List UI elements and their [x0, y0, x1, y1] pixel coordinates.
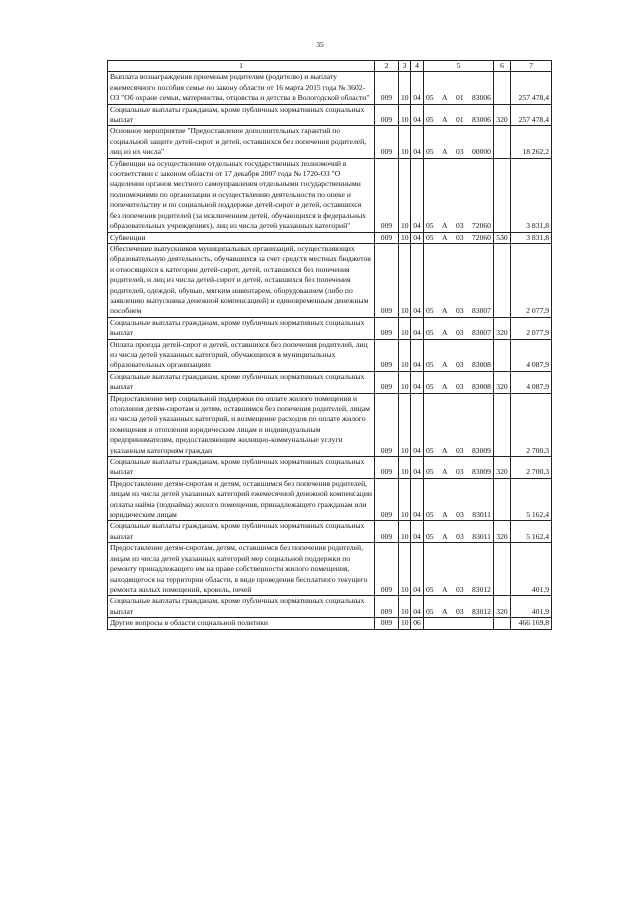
target-article-part: 05	[426, 584, 434, 594]
row-amount: 18 262,2	[511, 126, 552, 158]
target-article-part: 03	[455, 445, 464, 455]
target-article-part: 03	[456, 531, 464, 541]
target-article-part: 72060	[471, 221, 491, 231]
column-header: 3	[399, 61, 411, 72]
row-expense-type	[494, 158, 511, 232]
row-name: Социальные выплаты гражданам, кроме публичных нормативных социальных выплат	[108, 371, 375, 393]
row-name: Основное мероприятие "Предоставление дополнительных гарантий по социальной защите детей-сирот и детей, оставшихся без попечения родителей, лиц из их числа"	[108, 126, 375, 158]
row-target-article	[424, 126, 494, 158]
row-ministry-code: 009	[375, 243, 399, 317]
row-section-code: 10	[399, 126, 411, 158]
row-subsection-code: 04	[411, 457, 424, 479]
target-article-part: 05	[426, 221, 434, 231]
row-section-code: 10	[399, 72, 411, 104]
row-section-code: 10	[399, 521, 411, 543]
row-ministry-code: 009	[375, 543, 399, 596]
target-article-part: 05	[426, 93, 434, 103]
row-ministry-code: 009	[375, 371, 399, 393]
budget-table	[107, 60, 552, 630]
row-expense-type: 530	[494, 232, 511, 243]
row-amount: 5 162,4	[511, 521, 552, 543]
row-target-article	[424, 158, 494, 232]
row-amount: 2 700,3	[511, 457, 552, 479]
row-expense-type	[494, 126, 511, 158]
target-article-part: А	[442, 115, 448, 125]
row-expense-type: 320	[494, 457, 511, 479]
row-ministry-code: 009	[375, 393, 399, 456]
target-article-part: 03	[455, 467, 464, 477]
row-amount: 257 478,4	[511, 72, 552, 104]
row-target-article	[424, 104, 494, 126]
target-article-part: 03	[455, 232, 464, 242]
target-article-part: А	[442, 606, 448, 616]
row-expense-type: 320	[494, 596, 511, 618]
row-section-code: 10	[399, 618, 411, 629]
row-name: Обеспечение выпускников муниципальных организаций, осуществляющих образовательную деятельность, обучавшихся за счет средств местных бюджетов и относящихся к категории детей-сирот, детей, оставшихся без попечения родителей, и лиц из числа детей-сирот и детей, оставшихся без попечения родителей, одеждой, обувью, мягким инвентарем, оборудованием (либо по заявлению выпускника денежной компенсацией) и единовременным денежным пособием	[108, 243, 375, 317]
row-target-article	[424, 393, 494, 456]
row-target-article	[424, 543, 494, 596]
row-amount: 4 087,9	[511, 371, 552, 393]
row-name: Предоставление детям-сиротам, детям, оставшимся без попечения родителей, лицам из числа детей указанных категорий мер социальной поддержки по ремонту принадлежащего им на праве собственности жилого помещения, находящегося на территории области, в виде проведения бесплатного текущего ремонта жилых помещений, кровель, печей	[108, 543, 375, 596]
target-article-part: 83006	[471, 115, 491, 125]
row-expense-type	[494, 478, 511, 521]
row-name: Социальные выплаты гражданам, кроме публичных нормативных социальных выплат	[108, 596, 375, 618]
target-article-part: 05	[426, 510, 434, 520]
table-row	[108, 618, 552, 629]
target-article-part: 05	[426, 445, 434, 455]
table-row	[108, 393, 552, 456]
target-article-part: 03	[455, 606, 464, 616]
row-section-code: 10	[399, 543, 411, 596]
row-ministry-code: 009	[375, 104, 399, 126]
row-amount: 2 077,9	[511, 317, 552, 339]
table-row	[108, 158, 552, 232]
row-expense-type	[494, 243, 511, 317]
row-subsection-code: 04	[411, 521, 424, 543]
row-section-code: 10	[399, 339, 411, 371]
column-header: 4	[411, 61, 424, 72]
row-name: Социальные выплаты гражданам, кроме публичных нормативных социальных выплат	[108, 317, 375, 339]
target-article-part: 00000	[471, 147, 491, 157]
target-article-part: А	[442, 147, 448, 157]
row-subsection-code: 04	[411, 596, 424, 618]
target-article-part: 03	[456, 510, 464, 520]
column-header: 7	[511, 61, 552, 72]
row-amount: 257 478,4	[511, 104, 552, 126]
row-ministry-code: 009	[375, 596, 399, 618]
target-article-part: 05	[426, 531, 434, 541]
row-name: Выплата вознаграждения приемным родителям (родителю) и выплату ежемесячного пособия семье по закону области от 16 марта 2015 года № 3602-ОЗ "Об охране семьи, материнства, отцовства и детства в Вологодской области"	[108, 72, 375, 104]
row-expense-type: 320	[494, 104, 511, 126]
target-article-part: А	[442, 232, 448, 242]
target-article-part: 05	[426, 115, 434, 125]
target-article-part: А	[442, 382, 448, 392]
row-name: Другие вопросы в области социальной политики	[108, 618, 375, 629]
target-article-part: 03	[455, 221, 464, 231]
row-subsection-code: 04	[411, 339, 424, 371]
table-row	[108, 457, 552, 479]
column-header: 6	[494, 61, 511, 72]
table-row	[108, 543, 552, 596]
row-subsection-code: 04	[411, 317, 424, 339]
target-article-part: 01	[455, 115, 464, 125]
row-name: Предоставление мер социальной поддержки по оплате жилого помещения и отопления детям-сиротам и детям, оставшимся без попечения родителей, лицам из числа детей указанных категорий, и возмещение расходов по оплате жилого помещения и отопления юридическим лицам и индивидуальным предпринимателям, предоставляющим жилищно-коммунальные услуги указанным категориям граждан	[108, 393, 375, 456]
target-article-part: 03	[455, 360, 464, 370]
table-row	[108, 243, 552, 317]
target-article-part: А	[442, 531, 448, 541]
row-target-article	[424, 371, 494, 393]
row-section-code: 10	[399, 158, 411, 232]
target-article-part: 05	[426, 328, 434, 338]
row-section-code: 10	[399, 393, 411, 456]
table-row	[108, 339, 552, 371]
row-section-code: 10	[399, 596, 411, 618]
target-article-part: А	[442, 306, 448, 316]
row-ministry-code: 009	[375, 72, 399, 104]
row-name: Социальные выплаты гражданам, кроме публичных нормативных социальных выплат	[108, 104, 375, 126]
row-expense-type	[494, 393, 511, 456]
target-article-part: 01	[455, 93, 464, 103]
row-section-code: 10	[399, 457, 411, 479]
row-subsection-code: 04	[411, 232, 424, 243]
row-amount: 3 831,8	[511, 158, 552, 232]
row-subsection-code: 04	[411, 126, 424, 158]
target-article-part: А	[442, 221, 448, 231]
row-name: Социальные выплаты гражданам, кроме публичных нормативных социальных выплат	[108, 521, 375, 543]
target-article-part: 83011	[472, 531, 491, 541]
target-article-part: 83012	[471, 606, 491, 616]
row-subsection-code: 06	[411, 618, 424, 629]
row-subsection-code: 04	[411, 243, 424, 317]
row-subsection-code: 04	[411, 72, 424, 104]
target-article-part: А	[442, 510, 448, 520]
target-article-part: А	[442, 93, 448, 103]
row-target-article	[424, 72, 494, 104]
column-header: 5	[424, 61, 494, 72]
row-name: Предоставление детям-сиротам и детям, оставшимся без попечения родителей, лицам из числа детей указанных категорий ежемесячной денежной компенсации оплаты найма (поднайма) жилого помещения, принадлежащего гражданам или юридическим лицам	[108, 478, 375, 521]
row-target-article	[424, 596, 494, 618]
row-amount: 4 087,9	[511, 339, 552, 371]
row-section-code: 10	[399, 371, 411, 393]
row-amount: 2 700,3	[511, 393, 552, 456]
target-article-part: 05	[426, 232, 434, 242]
table-row	[108, 72, 552, 104]
row-subsection-code: 04	[411, 158, 424, 232]
row-section-code: 10	[399, 478, 411, 521]
target-article-part: 03	[455, 382, 464, 392]
page-number: 35	[316, 40, 324, 49]
row-subsection-code: 04	[411, 478, 424, 521]
row-ministry-code: 009	[375, 126, 399, 158]
row-ministry-code: 009	[375, 478, 399, 521]
table-row	[108, 104, 552, 126]
target-article-part: 83008	[471, 360, 491, 370]
target-article-part: 83007	[471, 306, 491, 316]
column-header: 2	[375, 61, 399, 72]
row-target-article	[424, 521, 494, 543]
row-ministry-code: 009	[375, 521, 399, 543]
target-article-part: 05	[426, 147, 434, 157]
target-article-part: А	[442, 360, 448, 370]
target-article-part: 03	[455, 147, 464, 157]
row-name: Социальные выплаты гражданам, кроме публичных нормативных социальных выплат	[108, 457, 375, 479]
target-article-part: 83011	[472, 510, 491, 520]
row-subsection-code: 04	[411, 543, 424, 596]
row-amount: 3 831,8	[511, 232, 552, 243]
table-row	[108, 317, 552, 339]
table-row	[108, 521, 552, 543]
row-ministry-code: 009	[375, 457, 399, 479]
row-expense-type: 320	[494, 521, 511, 543]
row-target-article	[424, 232, 494, 243]
table-row	[108, 126, 552, 158]
table-row	[108, 478, 552, 521]
row-ministry-code: 009	[375, 618, 399, 629]
target-article-part: 83009	[471, 445, 491, 455]
row-target-article	[424, 618, 494, 629]
target-article-part: А	[442, 328, 448, 338]
row-expense-type	[494, 72, 511, 104]
target-article-part: 83009	[471, 467, 491, 477]
row-section-code: 10	[399, 104, 411, 126]
row-name: Субвенции	[108, 232, 375, 243]
row-amount: 2 077,9	[511, 243, 552, 317]
row-ministry-code: 009	[375, 339, 399, 371]
table-header-row	[108, 61, 552, 72]
row-section-code: 10	[399, 232, 411, 243]
row-amount: 466 169,8	[511, 618, 552, 629]
row-target-article	[424, 243, 494, 317]
target-article-part: А	[442, 584, 448, 594]
row-subsection-code: 04	[411, 371, 424, 393]
row-expense-type	[494, 618, 511, 629]
target-article-part: 05	[426, 606, 434, 616]
table-row	[108, 232, 552, 243]
target-article-part: 83006	[471, 93, 491, 103]
row-ministry-code: 009	[375, 317, 399, 339]
row-target-article	[424, 339, 494, 371]
row-ministry-code: 009	[375, 232, 399, 243]
target-article-part: 05	[426, 306, 434, 316]
row-amount: 401,9	[511, 596, 552, 618]
row-section-code: 10	[399, 243, 411, 317]
target-article-part: 03	[455, 584, 464, 594]
table-row	[108, 371, 552, 393]
row-expense-type: 320	[494, 371, 511, 393]
row-target-article	[424, 317, 494, 339]
row-subsection-code: 04	[411, 393, 424, 456]
target-article-part: 05	[426, 467, 434, 477]
target-article-part: 83012	[471, 584, 491, 594]
target-article-part: 83008	[471, 382, 491, 392]
row-ministry-code: 009	[375, 158, 399, 232]
row-expense-type	[494, 543, 511, 596]
column-header: 1	[108, 61, 375, 72]
row-name: Оплата проезда детей-сирот и детей, оставшихся без попечения родителей, лиц из числа детей указанных категорий, обучающихся в муниципальных образовательных организациях	[108, 339, 375, 371]
target-article-part: 83007	[471, 328, 491, 338]
target-article-part: 03	[455, 306, 464, 316]
row-expense-type	[494, 339, 511, 371]
row-subsection-code: 04	[411, 104, 424, 126]
row-name: Субвенции на осуществление отдельных государственных полномочий в соответствии с законом области от 17 декабря 2007 года № 1720-ОЗ "О наделении органов местного самоуправления отдельными государственными полномочиями по организации и осуществлению деятельности по опеке и попечительству и по социальной поддержке детей-сирот и детей, оставшихся без попечения родителей (за исключением детей, обучающихся в федеральных образовательных учреждениях), лиц из числа детей указанных категорий"	[108, 158, 375, 232]
target-article-part: А	[442, 445, 448, 455]
target-article-part: 03	[455, 328, 464, 338]
table-row	[108, 596, 552, 618]
row-target-article	[424, 478, 494, 521]
row-amount: 401,9	[511, 543, 552, 596]
target-article-part: А	[442, 467, 448, 477]
target-article-part: 05	[426, 382, 434, 392]
target-article-part: 05	[426, 360, 434, 370]
row-target-article	[424, 457, 494, 479]
row-section-code: 10	[399, 317, 411, 339]
row-expense-type: 320	[494, 317, 511, 339]
target-article-part: 72060	[471, 232, 491, 242]
row-amount: 5 162,4	[511, 478, 552, 521]
